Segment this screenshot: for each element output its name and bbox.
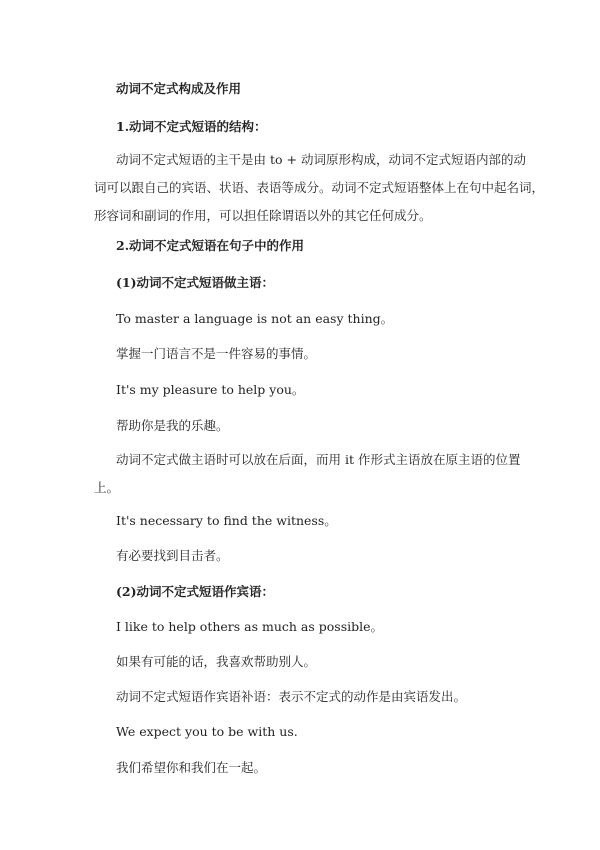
sub1-heading: (1)动词不定式短语做主语：	[116, 275, 275, 290]
example-sentence-zh: 我们希望你和我们在一起。	[116, 760, 267, 775]
example-sentence-zh: 如果有可能的话，我喜欢帮助别人。	[116, 654, 317, 669]
paragraph-line: 形容词和副词的作用，可以担任除谓语以外的其它任何成分。	[94, 208, 432, 223]
note-line: 动词不定式做主语时可以放在后面，而用 it 作形式主语放在原主语的位置	[116, 452, 521, 467]
example-sentence-zh: 有必要找到目击者。	[116, 548, 229, 563]
example-sentence-en: I like to help others as much as possible。	[116, 619, 384, 634]
section1-heading: 1.动词不定式短语的结构：	[116, 119, 267, 134]
paragraph-line: 词可以跟自己的宾语、状语、表语等成分。动词不定式短语整体上在句中起名词，	[94, 180, 545, 195]
sub2-note: 动词不定式短语作宾语补语：表示不定式的动作是由宾语发出。	[116, 689, 467, 704]
section1-paragraph	[94, 146, 545, 230]
note-line: 上。	[94, 480, 120, 495]
example-sentence-en: We expect you to be with us.	[116, 724, 298, 739]
sub2-heading: (2)动词不定式短语作宾语：	[116, 584, 275, 599]
document-title: 动词不定式构成及作用	[116, 81, 242, 96]
example-sentence-zh: 帮助你是我的乐趣。	[116, 418, 229, 433]
example-sentence-en: It's necessary to find the witness。	[116, 513, 337, 528]
paragraph-line: 动词不定式短语的主干是由 to + 动词原形构成，动词不定式短语内部的动	[116, 152, 526, 167]
example-sentence-zh: 掌握一门语言不是一件容易的事情。	[116, 346, 317, 361]
example-sentence-en: To master a language is not an easy thing。	[116, 311, 394, 326]
example-sentence-en: It's my pleasure to help you。	[116, 382, 305, 397]
sub1-note	[94, 446, 526, 502]
section2-heading: 2.动词不定式短语在句子中的作用	[116, 238, 305, 253]
